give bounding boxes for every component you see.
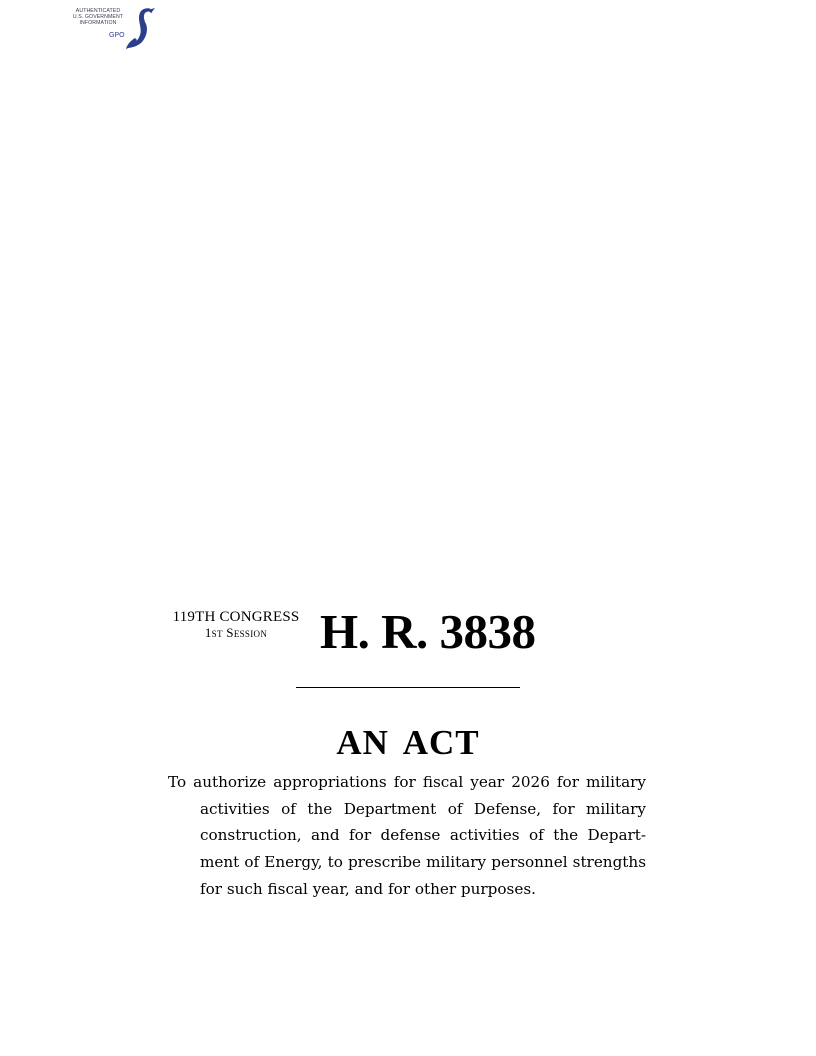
- purpose-line-4: ment of Energy, to prescribe military personnel strengths: [200, 853, 646, 872]
- session-label: 1st Session: [204, 625, 268, 640]
- bill-number: H. R. 3838: [320, 604, 536, 659]
- gpo-authentication-seal: [66, 5, 158, 49]
- seal-gpo-label: GPO: [109, 32, 125, 39]
- eagle-seal-icon: [122, 5, 158, 51]
- seal-text: [66, 8, 130, 26]
- purpose-line-3: construction, and for defense activities of the Depart-: [200, 826, 646, 845]
- purpose-paragraph: [168, 769, 646, 903]
- purpose-line-2: activities of the Department of Defense, for military: [200, 799, 646, 818]
- act-heading: AN ACT: [336, 723, 480, 762]
- purpose-line-5: for such fiscal year, and for other purposes.: [200, 879, 536, 898]
- horizontal-rule: [296, 687, 520, 688]
- seal-text-line-1: AUTHENTICATED: [75, 8, 121, 14]
- congress-session-block: [166, 609, 306, 641]
- purpose-line-1: To authorize appropriations for fiscal year 2026 for military: [168, 773, 646, 791]
- seal-text-line-2: U.S. GOVERNMENT: [72, 14, 124, 20]
- congress-label: 119TH CONGRESS: [172, 609, 300, 625]
- seal-text-line-3: INFORMATION: [79, 20, 117, 26]
